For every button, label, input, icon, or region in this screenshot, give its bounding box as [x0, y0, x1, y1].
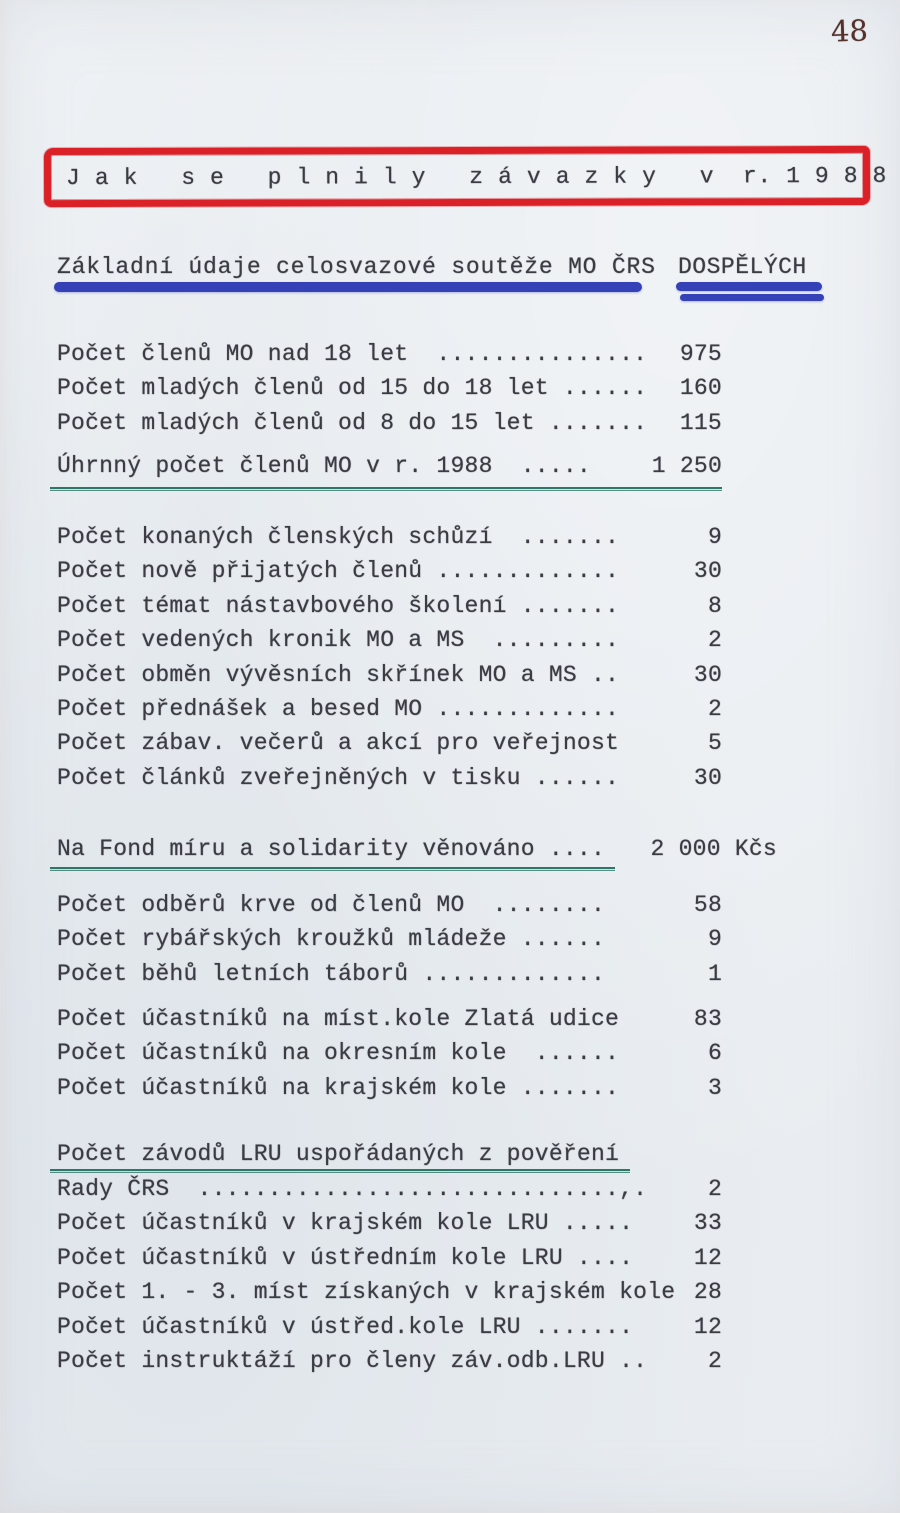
blue-marker-line: [676, 282, 822, 291]
stat-row: [57, 341, 722, 375]
stat-value: 9: [707, 926, 722, 953]
stat-value: 33: [693, 1210, 722, 1237]
stat-value: 58: [693, 892, 722, 918]
stat-label: Počet účastníků v ústředním kole LRU ....: [57, 1244, 634, 1271]
stat-row: [57, 926, 722, 960]
stat-value: 160: [679, 375, 722, 402]
section-heading: Základní údaje celosvazové soutěže MO ČRS: [57, 254, 656, 280]
stat-label: Počet nově přijatých členů .............: [57, 558, 620, 585]
page-title: J a k s e p l n i l y z á v a z k y v r. 1 9 8 8: [65, 162, 887, 191]
stat-label: Počet konaných členských schůzí .......: [57, 524, 620, 550]
stat-value: 30: [693, 661, 722, 688]
stat-row: [57, 696, 722, 730]
stat-label: Na Fond míru a solidarity věnováno ....: [57, 836, 606, 862]
stat-row: [57, 1210, 722, 1244]
stat-value: 2: [707, 627, 722, 654]
stat-row: [57, 453, 722, 487]
stat-label: Počet přednášek a besed MO .............: [57, 695, 620, 722]
fund-donation: [57, 836, 777, 870]
stat-label: Počet vedených kronik MO a MS .........: [57, 627, 620, 654]
stat-label: Počet závodů LRU uspořádaných z pověření: [57, 1141, 620, 1167]
stat-value: 2: [707, 695, 722, 722]
stat-label: Počet článků zveřejněných v tisku ......: [57, 764, 620, 791]
stat-row: [57, 836, 777, 870]
section-heading-suffix: DOSPĚLÝCH: [678, 254, 807, 280]
stat-row: [57, 558, 722, 592]
blue-marker-line: [54, 282, 642, 292]
activity-counts: [57, 524, 722, 799]
stat-value: 28: [693, 1279, 722, 1306]
stat-label: Počet účastníků v krajském kole LRU .....: [57, 1210, 634, 1237]
social-counts: [57, 892, 722, 995]
stat-value: 3: [707, 1074, 722, 1101]
stat-value: 2 000 Kčs: [650, 836, 777, 862]
stat-label: Počet odběrů krve od členů MO ........: [57, 892, 606, 918]
stat-row: [57, 1075, 722, 1109]
teal-marker-line: [50, 867, 615, 872]
stat-label: Počet mladých členů od 15 do 18 let ......: [57, 375, 648, 402]
stat-row: [57, 593, 722, 627]
lru-counts: [57, 1176, 722, 1382]
stat-label: Počet účastníků na míst.kole Zlatá udice: [57, 1006, 620, 1032]
stat-label: Počet běhů letních táborů .............: [57, 960, 606, 987]
stat-value: 115: [679, 409, 722, 436]
stat-value: 2: [707, 1347, 722, 1374]
page-number: 48: [830, 13, 869, 49]
stat-value: 12: [693, 1244, 722, 1271]
stat-value: 83: [693, 1006, 722, 1032]
stat-label: Počet témat nástavbového školení .......: [57, 592, 620, 619]
stat-label: Počet účastníků na okresním kole ......: [57, 1040, 620, 1067]
competition-participants: [57, 1006, 722, 1109]
stat-label: Úhrnný počet členů MO v r. 1988 .....: [57, 453, 591, 479]
teal-marker-line: [50, 1169, 630, 1174]
stat-row: [57, 961, 722, 995]
stat-label: Počet účastníků na krajském kole .......: [57, 1074, 620, 1101]
stat-row: [57, 892, 722, 926]
title-red-marker-box: [44, 146, 887, 207]
stat-row: [57, 1314, 722, 1348]
stat-row: [57, 627, 722, 661]
teal-marker-line: [50, 487, 722, 492]
stat-value: 30: [693, 558, 722, 585]
stat-row: [57, 1279, 722, 1313]
stat-row: [57, 765, 722, 799]
stat-row: [57, 662, 722, 696]
stat-value: 8: [707, 592, 722, 619]
stat-value: 6: [707, 1040, 722, 1067]
stat-row: [57, 1006, 722, 1040]
stat-label: Počet 1. - 3. míst získaných v krajském kole: [57, 1279, 676, 1306]
stat-value: 12: [693, 1313, 722, 1340]
stat-row: [57, 730, 722, 764]
stat-label: Počet rybářských kroužků mládeže ......: [57, 926, 606, 953]
stat-label: Počet zábav. večerů a akcí pro veřejnost: [57, 730, 620, 757]
stat-label: Počet instruktáží pro členy záv.odb.LRU ..: [57, 1347, 648, 1374]
stat-label: Počet členů MO nad 18 let ...............: [57, 341, 648, 367]
members-counts: [57, 341, 722, 444]
stat-value: 30: [693, 764, 722, 791]
stat-label: Počet účastníků v ústřed.kole LRU .......: [57, 1313, 634, 1340]
stat-value: 5: [707, 730, 722, 757]
members-total: [57, 453, 722, 487]
stat-label: Počet mladých členů od 8 do 15 let .......: [57, 409, 648, 436]
stat-row: [57, 375, 722, 409]
stat-row: [57, 1040, 722, 1074]
stat-row: [57, 524, 722, 558]
stat-value: 9: [707, 524, 722, 550]
stat-value: 2: [707, 1176, 722, 1202]
stat-label: Počet obměn vývěsních skřínek MO a MS ..: [57, 661, 620, 688]
blue-marker-line: [680, 294, 824, 301]
stat-row: [57, 1348, 722, 1382]
stat-row: [57, 1176, 722, 1210]
stat-value: 1 250: [651, 453, 722, 479]
stat-label: Rady ČRS ..............................,.: [57, 1176, 648, 1202]
stat-value: 1: [707, 960, 722, 987]
stat-row: [57, 410, 722, 444]
stat-row: [57, 1245, 722, 1279]
stat-value: 975: [679, 341, 722, 367]
